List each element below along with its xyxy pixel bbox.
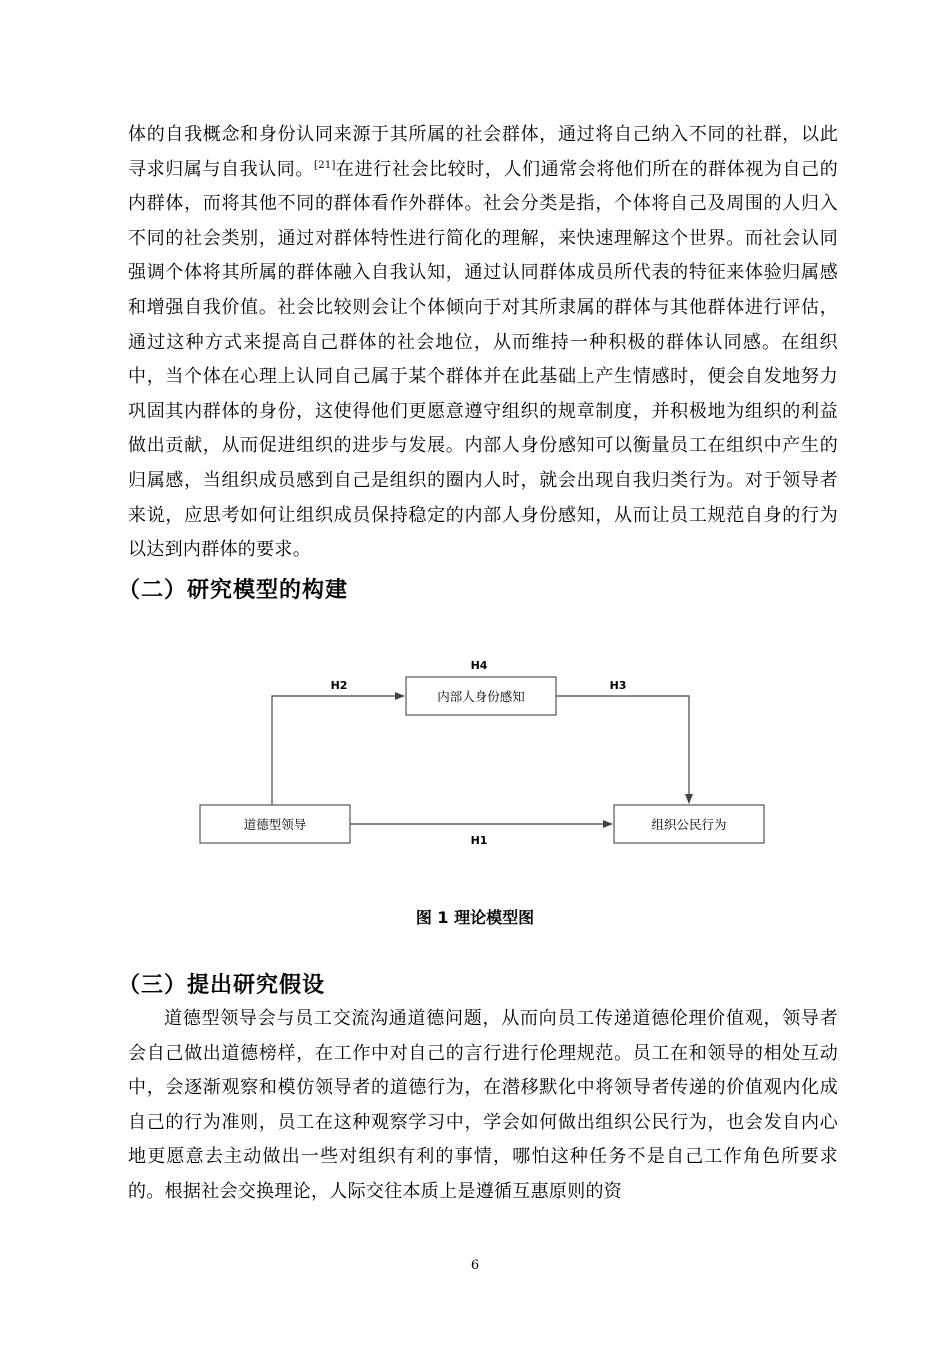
label-insider-status: 内部人身份感知 bbox=[437, 689, 525, 704]
label-h3: H3 bbox=[609, 679, 627, 692]
section-heading-hypotheses: （三）提出研究假设 bbox=[118, 973, 326, 998]
body-paragraph-2: 道德型领导会与员工交流沟通道德问题，从而向员工传递道德伦理价值观，领导者会自己做出道德榜样，在工作中对自己的言行进行伦理规范。员工在和领导的相处互动中，会逐渐观察和模仿领导者的道德行为，在潜移默化中将领导者传递的价值观内化成自己的行为准则，员工在这种观察学习中，学会如何做出组织公民行为，也会发自内心地更愿意去主动做出一些对组织有利的事情，哪怕这种任务不是自己工作角色所要求的。根据社会交换理论，人际交往本质上是遵循互惠原则的资 bbox=[128, 1008, 838, 1202]
label-h4: H4 bbox=[470, 659, 488, 672]
label-h1: H1 bbox=[470, 834, 488, 847]
label-ocb: 组织公民行为 bbox=[651, 817, 727, 832]
paragraph-1-text-b: 在进行社会比较时，人们通常会将他们所在的群体视为自己的内群体，而将其他不同的群体看作外群体。社会分类是指，个体将自己及周围的人归入不同的社会类别，通过对群体特性进行简化的理解，来快速理解这个世界。而社会认同强调个体将其所属的群体融入自我认知，通过认同群体成员所代表的特征来体验归属感和增强自我价值。社会比较则会让个体倾向于对其所隶属的群体与其他群体进行评估，通过这种方式来提高自己群体的社会地位，从而维持一种积极的群体认同感。在组织中，当个体在心理上认同自己属于某个群体并在此基础上产生情感时，便会自发地努力巩固其内群体的身份，这使得他们更愿意遵守组织的规章制度，并积极地为组织的利益做出贡献，从而促进组织的进步与发展。内部人身份感知可以衡量员工在组织中产生的归属感，当组织成员感到自己是组织的圈内人时，就会出现自我归类行为。对于领导者来说，应思考如何让组织成员保持稳定的内部人身份感知，从而让员工规范自身的行为以达到内群体的要求。 bbox=[128, 158, 838, 561]
arrow-h3 bbox=[556, 696, 689, 803]
figure-caption: 图 1 理论模型图 bbox=[415, 908, 535, 927]
theoretical-model-diagram bbox=[190, 655, 770, 855]
citation-marker: [21] bbox=[314, 159, 336, 171]
body-paragraph-1 bbox=[128, 118, 838, 568]
section-heading-model: （二）研究模型的构建 bbox=[118, 578, 349, 603]
arrow-h2 bbox=[272, 696, 404, 805]
label-ethical-leadership: 道德型领导 bbox=[243, 817, 307, 832]
label-h2: H2 bbox=[330, 679, 348, 692]
page-number: 6 bbox=[470, 1258, 480, 1273]
paragraph-1-text-a: 体的自我概念和身份认同来源于其所属的社会群体，通过将自己纳入不同的社群，以此寻求归属与自我认同。 bbox=[128, 124, 838, 180]
